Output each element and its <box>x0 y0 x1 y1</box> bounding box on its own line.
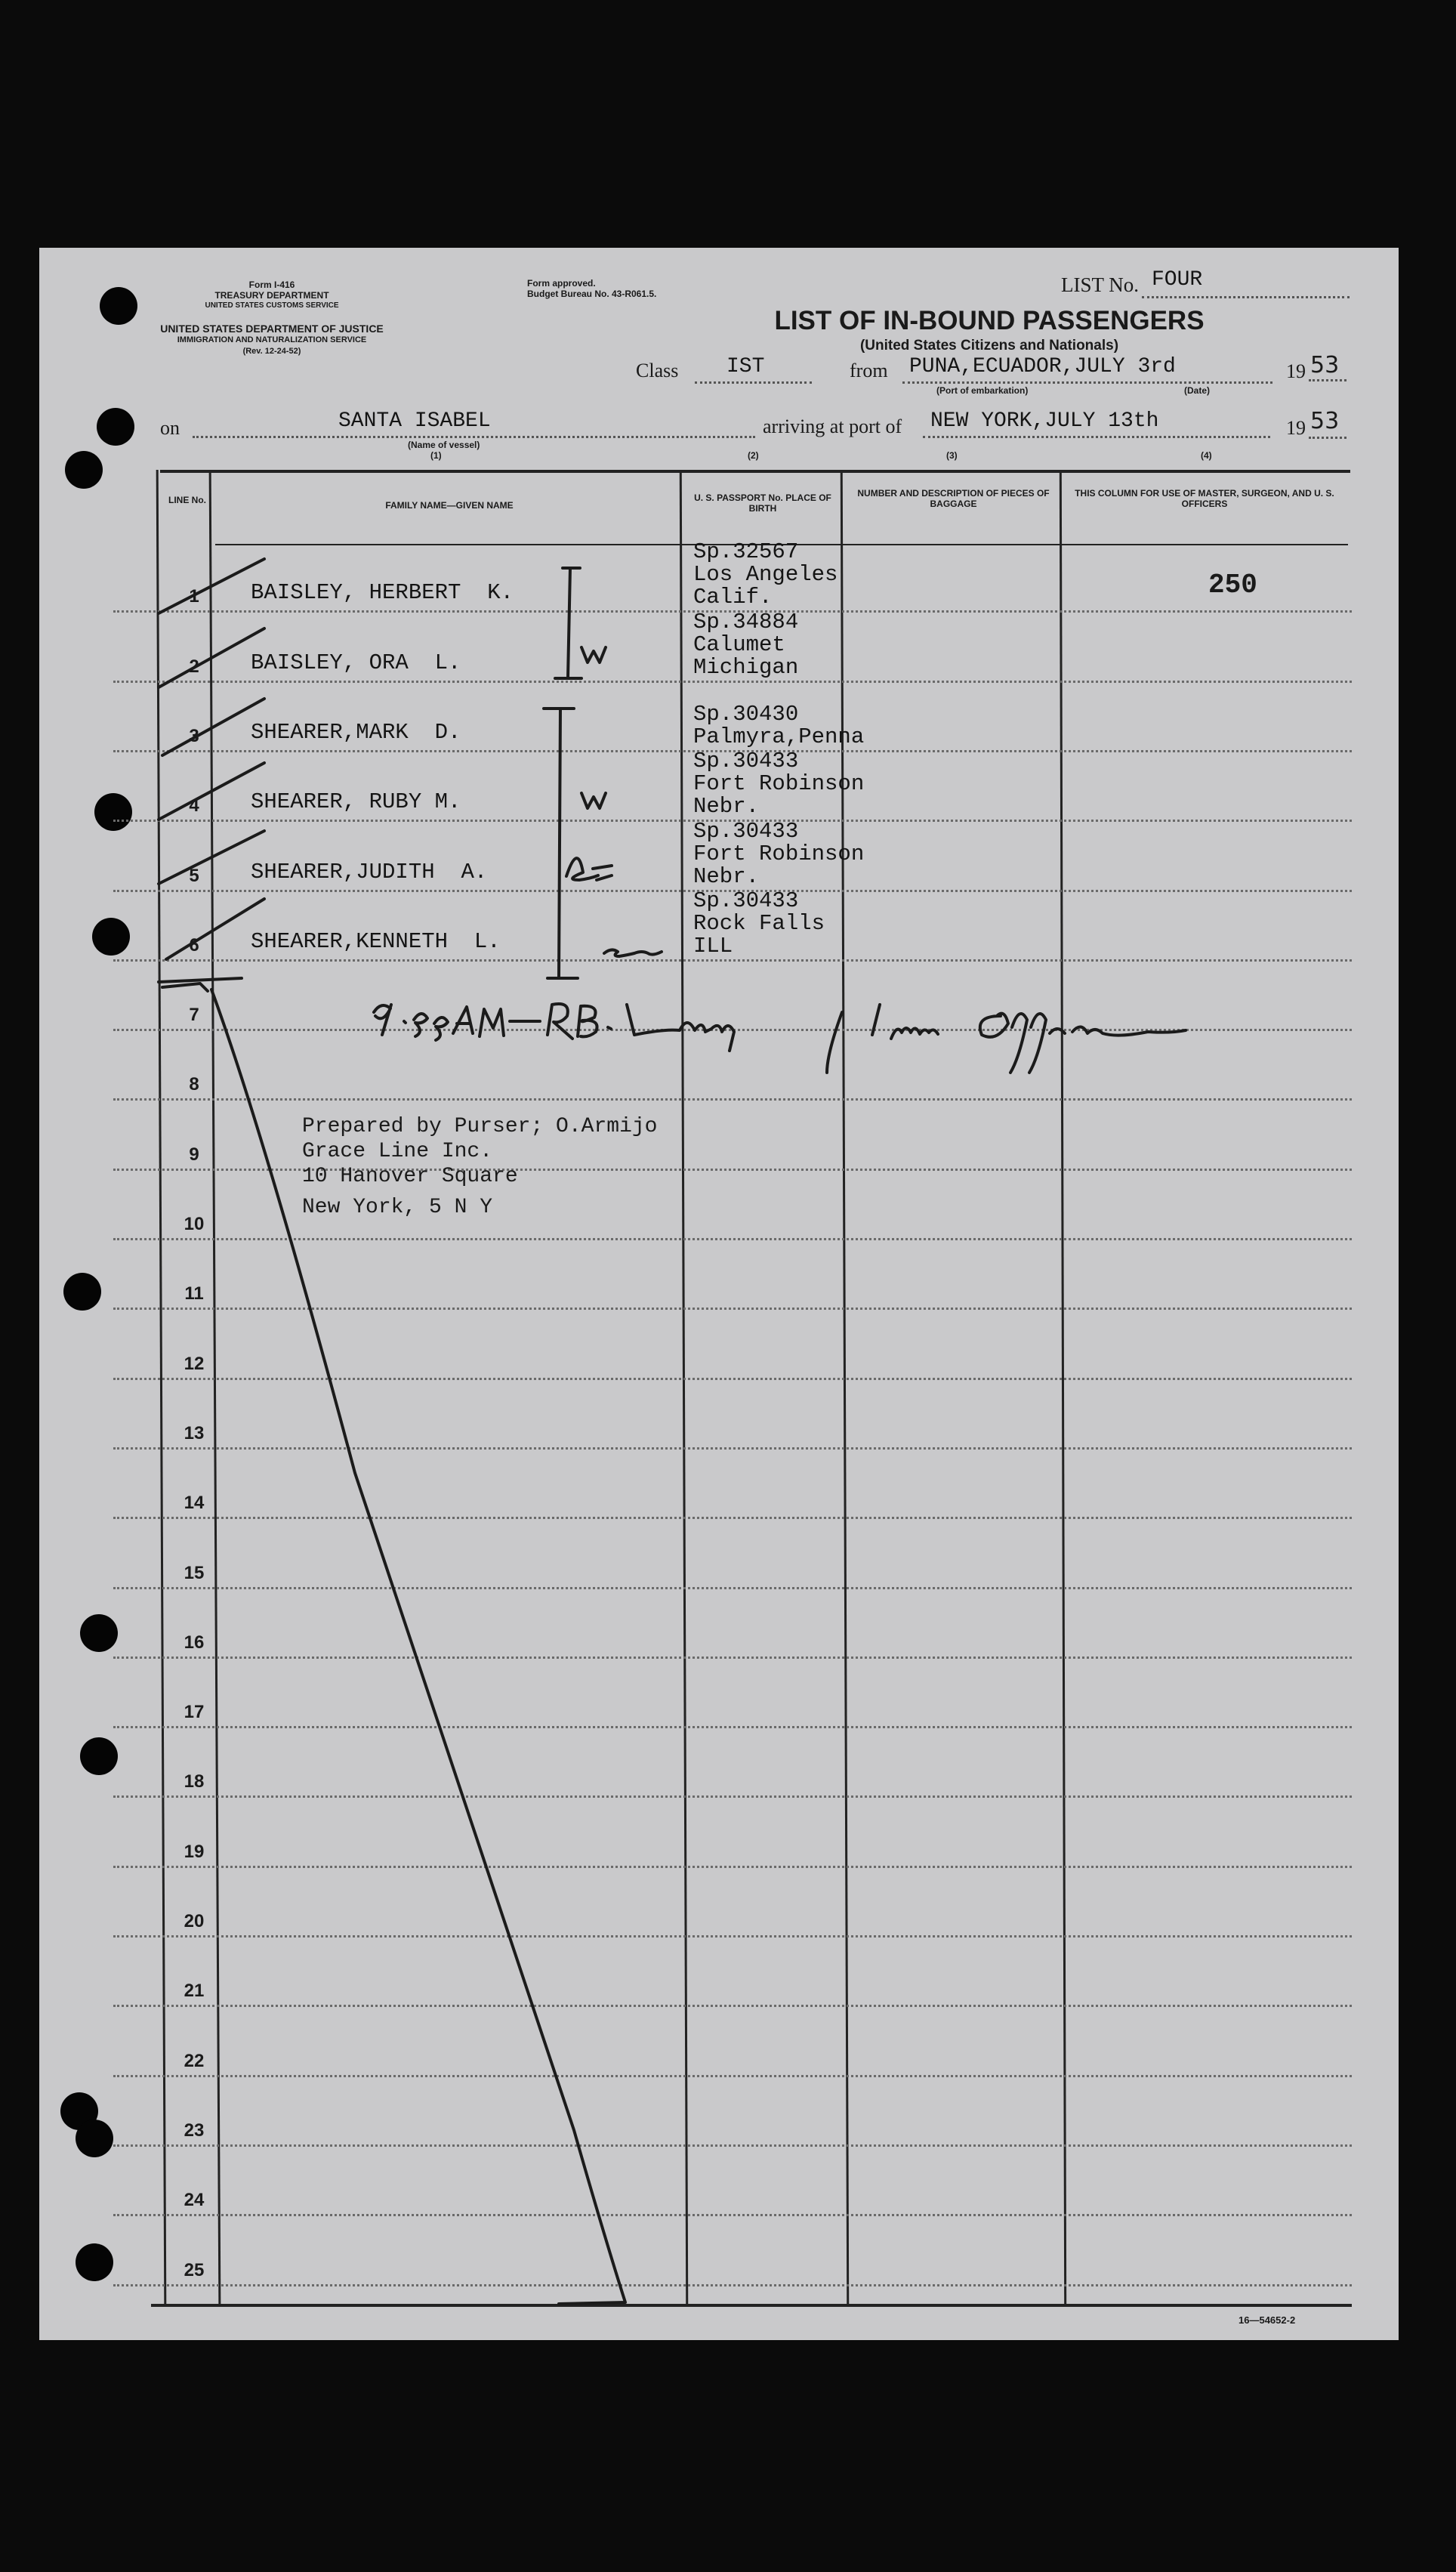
arriving-label: arriving at port of <box>763 415 902 437</box>
line-number: 14 <box>184 1493 205 1514</box>
passport-and-birthplace: Sp.30433 Fort Robinson Nebr. <box>693 749 865 820</box>
col-header-baggage: NUMBER AND DESCRIPTION OF PIECES OF BAGGAGE <box>857 488 1050 509</box>
line-number: 8 <box>189 1074 199 1095</box>
passport-and-birthplace: Sp.30433 Rock Falls ILL <box>693 888 825 959</box>
col-header-passport: U. S. PASSPORT No. PLACE OF BIRTH <box>694 492 831 514</box>
footer-code: 16—54652-2 <box>1239 2314 1296 2326</box>
class-label: Class <box>636 360 679 381</box>
check-mark <box>166 899 264 959</box>
caption-1: (1) <box>430 450 442 461</box>
year-prefix-1: 19 <box>1286 360 1306 382</box>
line-number: 25 <box>184 2259 205 2280</box>
list-no-label: LIST No. <box>1061 273 1140 296</box>
form-title: LIST OF IN-BOUND PASSENGERS <box>774 306 1205 335</box>
check-mark <box>159 831 264 884</box>
line-number: 19 <box>184 1841 205 1862</box>
form-revision: (Rev. 12-24-52) <box>242 347 301 356</box>
check-mark <box>159 628 264 687</box>
line-number: 1 <box>189 586 199 607</box>
ins-service: IMMIGRATION AND NATURALIZATION SERVICE <box>177 335 367 344</box>
line-number: 24 <box>184 2190 205 2211</box>
line-number: 10 <box>184 1214 205 1234</box>
class-value: IST <box>726 355 765 378</box>
justice-dept: UNITED STATES DEPARTMENT OF JUSTICE <box>160 323 384 335</box>
line-number: 3 <box>189 725 199 746</box>
form-number: Form I-416 <box>248 279 295 290</box>
arriving-value: NEW YORK,JULY 13th <box>930 409 1159 433</box>
line-number: 17 <box>184 1702 205 1723</box>
line-number: 12 <box>184 1353 205 1374</box>
row7-stroke <box>162 983 208 991</box>
preparer-line-2: Grace Line Inc. <box>302 1140 493 1163</box>
line-number: 9 <box>189 1144 199 1165</box>
son-mark <box>604 949 662 956</box>
strike-line <box>211 990 625 2304</box>
line-number: 7 <box>189 1005 199 1026</box>
passport-and-birthplace: Sp.30430 Palmyra,Penna <box>693 701 865 749</box>
caption-2: (2) <box>748 450 759 461</box>
budget-bureau: Budget Bureau No. 43-R061.5. <box>527 289 657 299</box>
check-mark <box>159 978 242 982</box>
officer-entry: 250 <box>1208 570 1257 601</box>
passenger-name: SHEARER,MARK D. <box>251 719 461 745</box>
passport-and-birthplace: Sp.34884 Calumet Michigan <box>693 609 799 680</box>
line-number: 4 <box>189 795 199 817</box>
line-number: 11 <box>184 1283 204 1305</box>
on-label: on <box>160 417 180 439</box>
date-caption: (Date) <box>1184 385 1211 396</box>
line-number: 5 <box>189 865 199 886</box>
col-header-name: FAMILY NAME—GIVEN NAME <box>385 500 514 511</box>
from-label: from <box>850 360 888 381</box>
caption-4: (4) <box>1201 450 1212 461</box>
check-mark <box>159 559 264 613</box>
passport-and-birthplace: Sp.32567 Los Angeles Calif. <box>693 539 838 610</box>
line-number: 21 <box>184 1981 205 2002</box>
list-no-value: FOUR <box>1152 268 1203 292</box>
vessel-name: SANTA ISABEL <box>338 409 491 433</box>
passenger-name: SHEARER,KENNETH L. <box>251 928 501 954</box>
line-number: 13 <box>184 1422 205 1443</box>
daughter-mark <box>566 858 612 880</box>
passenger-name: SHEARER,JUDITH A. <box>251 859 488 885</box>
form-subtitle: (United States Citizens and Nationals) <box>859 338 1119 354</box>
preparer-line-3: 10 Hanover Square <box>302 1165 518 1188</box>
line-number: 16 <box>184 1632 205 1653</box>
year-value-1: 53 <box>1310 352 1340 378</box>
form-approved: Form approved. <box>527 278 596 289</box>
inspection-note-signature <box>374 1004 1186 1073</box>
caption-3: (3) <box>946 450 958 461</box>
family-bracket <box>544 709 578 978</box>
col-header-line-no: LINE No. <box>168 495 206 505</box>
passport-and-birthplace: Sp.30433 Fort Robinson Nebr. <box>693 818 865 889</box>
passenger-name: SHEARER, RUBY M. <box>251 789 461 815</box>
passenger-name: BAISLEY, HERBERT K. <box>251 580 514 606</box>
from-value: PUNA,ECUADOR,JULY 3rd <box>909 355 1176 378</box>
line-number: 2 <box>189 656 199 677</box>
family-bracket <box>555 568 581 678</box>
preparer-line-4: New York, 5 N Y <box>302 1196 493 1219</box>
year-value-2: 53 <box>1310 408 1340 434</box>
check-mark <box>162 699 264 755</box>
check-mark <box>159 763 264 820</box>
line-number: 22 <box>184 2050 205 2071</box>
treasury-dept: TREASURY DEPARTMENT <box>214 290 329 301</box>
customs-service: UNITED STATES CUSTOMS SERVICE <box>205 301 339 310</box>
vessel-caption: (Name of vessel) <box>408 440 480 450</box>
col-header-officers: THIS COLUMN FOR USE OF MASTER, SURGEON, AND U. S. OFFICERS <box>1075 488 1334 509</box>
port-embark-caption: (Port of embarkation) <box>936 385 1029 396</box>
wife-mark-1 <box>581 647 606 662</box>
wife-mark-2 <box>581 793 606 808</box>
line-number: 15 <box>184 1562 205 1583</box>
line-number: 20 <box>184 1911 205 1931</box>
year-prefix-2: 19 <box>1286 417 1306 439</box>
line-number: 18 <box>184 1771 205 1792</box>
line-number: 23 <box>184 2120 205 2141</box>
preparer-line-1: Prepared by Purser; O.Armijo <box>302 1115 658 1138</box>
passenger-name: BAISLEY, ORA L. <box>251 650 461 675</box>
line-number: 6 <box>189 934 199 956</box>
